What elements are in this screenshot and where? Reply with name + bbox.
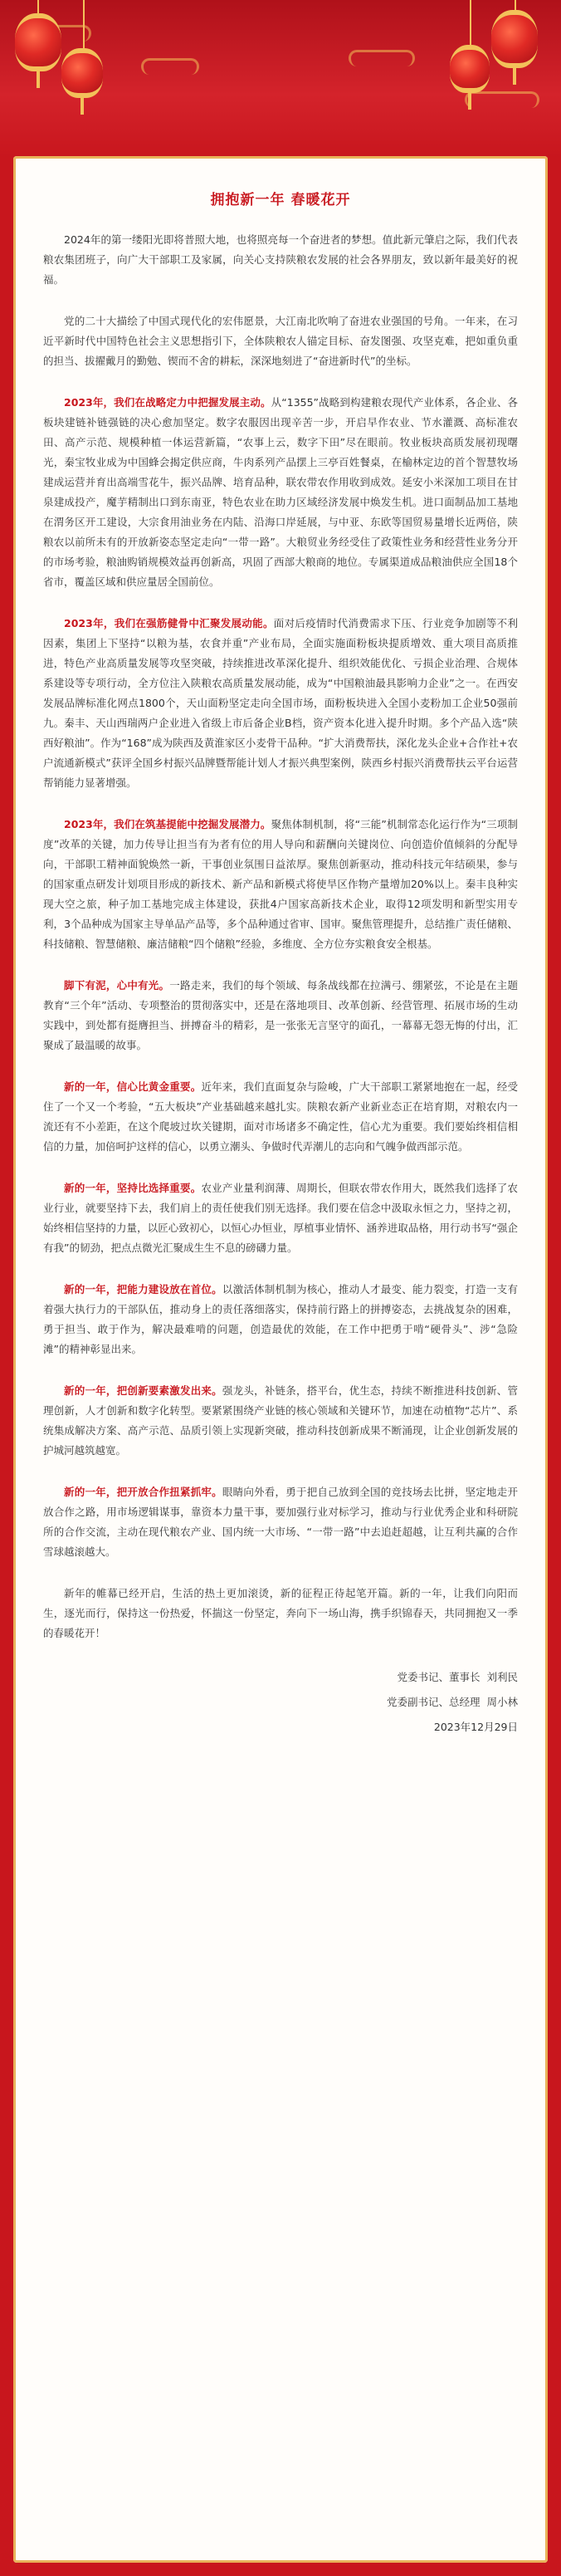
paragraph-text: 新年的帷幕已经开启，生活的热土更加滚烫，新的征程正待起笔开篇。新的一年，让我们向阳而生，逐光而行，保持这一份热爱，怀揣这一份坚定，奔向下一场山海，携手织锦春天，共同拥抱又一季的春暖花开！ <box>43 1587 518 1639</box>
paragraph-text: 面对后疫情时代消费需求下压、行业竞争加剧等不利因素，集团上下坚持“以粮为基，农食并重”产业布局，全面实施面粉板块提质增效、重大项目高质推进，特色产业高质量发展等攻坚突破，持续推进改革深化提升、组织效能优化、亏损企业治理、合规体系建设等专项行动，全方位注入陕粮农高质量发展动能，成为“中国粮油最具影响力企业”之一。在西安发展品牌标准化网点1800个，天山面粉坚定走向全国市场，面粉板块进入全国小麦粉加工企业50强前九。秦丰、天山西瑞两户企业进入省级上市后备企业B档，资产资本化进入提升时期。多个产品入选“陕西好粮油”。作为“168”成为陕西及黄淮家区小麦骨干品种。“扩大消费帮扶，深化龙头企业+合作社+农户流通新模式”获评全国乡村振兴品牌暨帮能计划人才振兴典型案例，陕西乡村振兴消费帮扶云平台运营帮销能力显著增强。 <box>43 617 518 789</box>
paragraph <box>43 1482 518 1562</box>
signature-name: 周小林 <box>486 1696 518 1708</box>
page-title: 拥抱新一年 春暖花开 <box>210 192 351 208</box>
paragraph-lead: 新的一年，把能力建设放在首位。 <box>64 1283 222 1295</box>
paragraph-text: 2024年的第一缕阳光即将普照大地，也将照亮每一个奋进者的梦想。值此新元肇启之际，我们代表粮农集团班子，向广大干部职工及家属，向关心支持陕粮农发展的社会各界朋友，致以新年最美好的祝福。 <box>43 233 518 286</box>
paragraph-text: 一路走来，我们的每个领域、每条战线都在拉满弓、绷紧弦，不论是在主题教育“三个年”活动、专项整治的贯彻落实中，还是在落地项目、改革创新、经营管理、拓展市场的生动实践中，到处都有挺膺担当、拼搏奋斗的精彩，是一张张无言坚守的面孔，一幕幕无怨无悔的付出，汇聚成了最温暖的故事。 <box>43 979 518 1051</box>
signature-line <box>43 1665 518 1690</box>
paragraph <box>43 614 518 793</box>
signature-role: 党委副书记、总经理 <box>387 1696 481 1708</box>
letter-date: 2023年12月29日 <box>433 1721 518 1733</box>
lantern-icon <box>450 45 490 93</box>
cloud-decoration <box>349 50 415 66</box>
paragraph-lead: 2023年，我们在战略定力中把握发展主动。 <box>64 396 271 409</box>
paragraph-text: 从“1355”战略到构建粮农现代产业体系，各企业、各板块建链补链强链的决心愈加坚定。数字农服因出现辛苦一步，开启早作农业、节水灌溉、高标准农田、高产示范、规模种植一体运营新篇，“农事上云，数字下田”尽在眼前。牧业板块高质发展初现曙光，秦宝牧业成为中国蜂会揭定供应商，牛肉系列产品摆上三亭百姓餐桌，在榆林定边的首个智慧牧场建成运营并育出高端雪花牛，振兴品牌、培育品种，联农带农作用收到成效。延安小米深加工项目在甘泉建成投产，魔芋精制出口到东南亚，特色农业在助力区域经济发展中焕发生机。进口面制品加工基地在渭务区开工建设，大宗食用油业务在内陆、沿海口岸延展，与中亚、东欧等国贸易量增长近两倍，陕粮农以前所未有的开放新姿态坚定走向“一带一路”。大粮贸业务经受住了政策性业务和经营性业务分开的市场考验，粮油购销规模效益再创新高，巩固了西部大粮商的地位。专属渠道成品粮油供应全国18个省市，覆盖区域和供应量居全国前位。 <box>43 396 519 588</box>
signature-name: 刘利民 <box>486 1671 518 1683</box>
cloud-decoration <box>465 91 539 108</box>
paragraph-lead: 2023年，我们在筑基提能中挖掘发展潜力。 <box>64 818 271 830</box>
paragraph-text: 聚焦体制机制，将“三能”机制常态化运行作为“三项制度”改革的关键，加力传导让担当有为者有位的用人导向和薪酬向关键岗位、向创造价值倾斜的分配导向，干部职工精神面貌焕然一新，干事创业氛围日益浓厚。聚焦创新驱动，推动科技元年结硕果，参与的国家重点研发计划项目形成的新技术、新产品和新模式将使旱区作物产量增加20%以上。秦丰良种实现大空之旅，种子加工基地完成主体建设，获批4户国家高新技术企业，取得12项发明和新型实用专利，3个品种成为国家主导单品产品等，多个品种通过省审、国审。聚焦管理提升，总结推广责任储粮、科技储粮、智慧储粮、廉洁储粮“四个储粮”经验，多维度、全方位夯实粮食安全根基。 <box>43 818 518 950</box>
paragraph <box>43 393 518 592</box>
paragraph-text: 以激活体制机制为核心，推动人才最变、能力裂变，打造一支有着强大执行力的干部队伍，推动身上的责任落细落实，保持前行路上的拼搏姿态，去挑战复杂的困难，勇于担当、敢于作为，解决最难啃的问题，创造最优的效能，在工作中把勇于啃“硬骨头”、涉“急险滩”的精神彰显出来。 <box>43 1283 518 1355</box>
paragraph <box>43 976 518 1055</box>
letter-paper <box>13 156 548 2563</box>
lantern-icon <box>15 13 61 71</box>
paragraph-text: 眼睛向外看，勇于把自己放到全国的竞技场去比拼，坚定地走开放合作之路，用市场逻辑谋事，靠资本力量干事，要加强行业对标学习，推动与行业优秀企业和科研院所的合作交流，主动在现代粮农产业、国内统一大市场、“一带一路”中去追赶超越，让互利共赢的合作雪球越滚越大。 <box>43 1486 518 1558</box>
paragraph-lead: 新的一年，信心比黄金重要。 <box>64 1080 202 1093</box>
paragraph <box>43 230 518 290</box>
paragraph-text: 农业产业量利润薄、周期长，但联农带农作用大，既然我们选择了农业行业，就要坚持下去，我们肩上的责任使我们别无选择。我们要在信念中汲取永恒之力，坚持之初，始终相信坚持的力量，以匠心致初心，以恒心办恒业，厚植事业情怀、涵养进取品格，用行动书写“强企有我”的韧劲，把点点微光汇聚成生生不息的磅礴力量。 <box>43 1182 518 1254</box>
paragraph <box>43 1178 518 1258</box>
lantern-icon <box>491 10 538 68</box>
paragraph-lead: 脚下有泥，心中有光。 <box>64 979 170 992</box>
bottom-border <box>0 2563 561 2576</box>
top-banner <box>0 0 561 158</box>
paragraph-lead: 新的一年，坚持比选择重要。 <box>64 1182 202 1194</box>
paragraph-text: 党的二十大描绘了中国式现代化的宏伟愿景，大江南北吹响了奋进农业强国的号角。一年来，在习近平新时代中国特色社会主义思想指引下，全体陕粮农人锚定目标、奋发图强、攻坚克难，把如重负重的担当、拔擢戴月的勤勉、锲而不舍的耕耘，深深地刻进了“奋进新时代”的坐标。 <box>43 315 518 367</box>
paragraph-lead: 新的一年，把开放合作扭紧抓牢。 <box>64 1486 222 1498</box>
paragraph-lead: 新的一年，把创新要素激发出来。 <box>64 1384 222 1397</box>
paragraph <box>43 1280 518 1359</box>
paragraph <box>43 311 518 371</box>
lantern-icon <box>61 48 103 98</box>
paragraph-text: 近年来，我们直面复杂与险峻，广大干部职工紧紧地抱在一起，经受住了一个又一个考验，“五大板块”产业基础越来越扎实。陕粮农新产业新业态正在培育期，对粮农内一流还有不小差距，在这个爬坡过坎关键期，面对市场诸多不确定性，信心尤为重要。我们要始终相信相信的力量，加倍呵护这样的信心，以勇立潮头、争做时代弄潮儿的志向和气魄争做西部示范。 <box>43 1080 518 1153</box>
signature-role: 党委书记、董事长 <box>397 1671 481 1683</box>
cloud-decoration <box>141 58 199 75</box>
paragraph <box>43 1077 518 1157</box>
paragraph <box>43 815 518 954</box>
paragraph <box>43 1381 518 1461</box>
paragraph <box>43 1584 518 1643</box>
signature-block <box>43 1665 518 1740</box>
paragraph-lead: 2023年，我们在强筋健骨中汇聚发展动能。 <box>64 617 274 629</box>
paragraph-text: 强龙头，补链条，搭平台，优生态，持续不断推进科技创新、管理创新，人才创新和数字化转型。要紧紧围绕产业链的核心领域和关键环节，加速在动植物“芯片”、系统集成解决方案、高产示范、品质引领上实现新突破，推动科技创新成果不断涌现，让企业创新发展的护城河越筑越宽。 <box>43 1384 518 1457</box>
signature-line <box>43 1690 518 1715</box>
